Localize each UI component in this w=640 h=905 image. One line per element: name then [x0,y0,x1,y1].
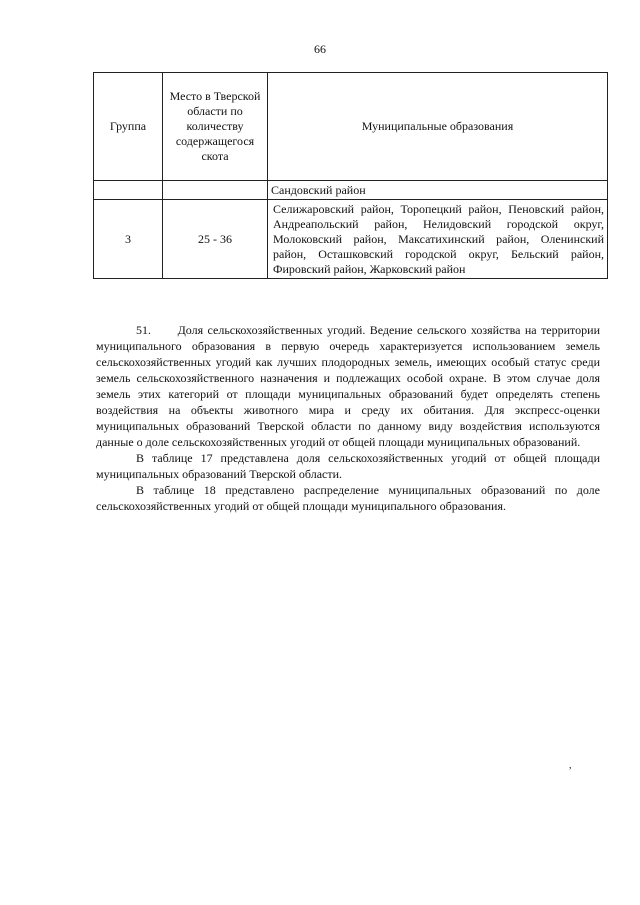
table-cell-municipalities: Сандовский район [268,181,608,200]
paragraph: 51. Доля сельскохозяйственных угодий. Ведение сельского хозяйства на территории муниципального образования в первую очередь характеризуется использованием земель сельскохозяйственных угодий как лучших плодородных земель, имеющих особый статус среди земель сельскохозяйственного назначения и подлежащих особой охране. В этом случае доля земель этих категорий от площади муниципальных образований будет определять степень воздействия на объекты животного мира и среду их обитания. Для экспресс-оценки муниципальных образований Тверской области по данному виду воздействия используются данные о доле сельскохозяйственных угодий от общей площади муниципальных образований. [96,323,600,449]
table-cell-municipalities: Селижаровский район, Торопецкий район, Пеновский район, Андреапольский район, Нелидовский городской округ, Молоковский район, Максатихинский район, Оленинский район, Осташковский городской округ, Бельский район, Фировский район, Жарковский район [268,200,608,279]
header-group: Группа [94,73,163,181]
table-header-row [94,73,608,181]
table-cell-group [94,181,163,200]
table-row [94,181,608,200]
header-municipalities: Муниципальные образования [268,73,608,181]
header-place: Место в Тверской области по количеству содержащегося скота [163,73,268,181]
page-number: 66 [314,42,326,56]
scan-speck: , [569,760,572,771]
table-row [94,200,608,279]
table-cell-place [163,181,268,200]
body-text [96,322,600,514]
table-cell-group: 3 [94,200,163,279]
paragraph: В таблице 17 представлена доля сельскохозяйственных угодий от общей площади муниципальных образований Тверской области. [96,451,600,481]
paragraph: В таблице 18 представлено распределение муниципальных образований по доле сельскохозяйственных угодий от общей площади муниципального образования. [96,483,600,513]
municipalities-table [93,72,608,279]
table-cell-place: 25 - 36 [163,200,268,279]
